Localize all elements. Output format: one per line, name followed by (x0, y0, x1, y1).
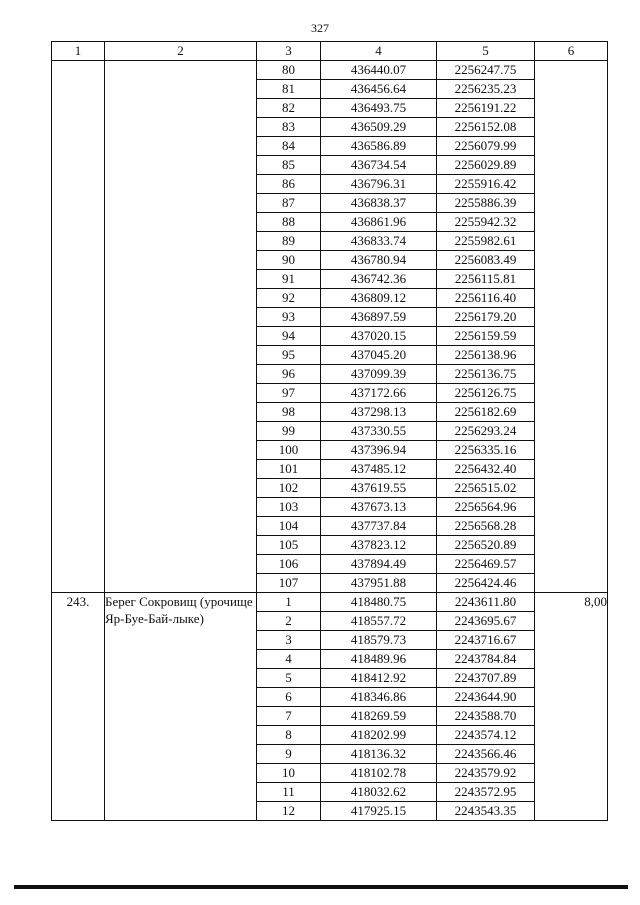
x-coordinate-cell: 437172.66 (321, 384, 437, 403)
coordinates-table (51, 41, 608, 821)
x-coordinate-cell: 437823.12 (321, 536, 437, 555)
point-number-cell: 93 (257, 308, 321, 327)
point-number-cell: 2 (257, 612, 321, 631)
y-coordinate-cell: 2243572.95 (437, 783, 535, 802)
point-number-cell: 88 (257, 213, 321, 232)
point-number-cell: 107 (257, 574, 321, 593)
y-coordinate-cell: 2256247.75 (437, 61, 535, 80)
point-number-cell: 86 (257, 175, 321, 194)
y-coordinate-cell: 2256115.81 (437, 270, 535, 289)
y-coordinate-cell: 2256079.99 (437, 137, 535, 156)
point-number-cell: 91 (257, 270, 321, 289)
table-row (52, 61, 608, 80)
point-number-cell: 105 (257, 536, 321, 555)
point-number-cell: 103 (257, 498, 321, 517)
point-number-cell: 1 (257, 593, 321, 612)
x-coordinate-cell: 436440.07 (321, 61, 437, 80)
x-coordinate-cell: 436809.12 (321, 289, 437, 308)
point-number-cell: 97 (257, 384, 321, 403)
y-coordinate-cell: 2255982.61 (437, 232, 535, 251)
x-coordinate-cell: 437045.20 (321, 346, 437, 365)
point-number-cell: 90 (257, 251, 321, 270)
y-coordinate-cell: 2255886.39 (437, 194, 535, 213)
y-coordinate-cell: 2256116.40 (437, 289, 535, 308)
point-number-cell: 104 (257, 517, 321, 536)
x-coordinate-cell: 437737.84 (321, 517, 437, 536)
object-name-cell: Берег Сокровищ (урочище Яр-Буе-Бай-лыке) (105, 593, 257, 821)
y-coordinate-cell: 2256432.40 (437, 460, 535, 479)
column-header: 1 (52, 42, 105, 61)
y-coordinate-cell: 2256564.96 (437, 498, 535, 517)
point-number-cell: 87 (257, 194, 321, 213)
point-number-cell: 8 (257, 726, 321, 745)
x-coordinate-cell: 437485.12 (321, 460, 437, 479)
y-coordinate-cell: 2256520.89 (437, 536, 535, 555)
x-coordinate-cell: 418136.32 (321, 745, 437, 764)
x-coordinate-cell: 418346.86 (321, 688, 437, 707)
y-coordinate-cell: 2256083.49 (437, 251, 535, 270)
x-coordinate-cell: 436833.74 (321, 232, 437, 251)
y-coordinate-cell: 2243695.67 (437, 612, 535, 631)
point-number-cell: 3 (257, 631, 321, 650)
point-number-cell: 5 (257, 669, 321, 688)
point-number-cell: 82 (257, 99, 321, 118)
y-coordinate-cell: 2243784.84 (437, 650, 535, 669)
x-coordinate-cell: 436586.89 (321, 137, 437, 156)
point-number-cell: 9 (257, 745, 321, 764)
point-number-cell: 6 (257, 688, 321, 707)
y-coordinate-cell: 2256515.02 (437, 479, 535, 498)
x-coordinate-cell: 437099.39 (321, 365, 437, 384)
point-number-cell: 84 (257, 137, 321, 156)
y-coordinate-cell: 2243611.80 (437, 593, 535, 612)
y-coordinate-cell: 2256029.89 (437, 156, 535, 175)
point-number-cell: 89 (257, 232, 321, 251)
point-number-cell: 81 (257, 80, 321, 99)
x-coordinate-cell: 436897.59 (321, 308, 437, 327)
point-number-cell: 99 (257, 422, 321, 441)
y-coordinate-cell: 2256152.08 (437, 118, 535, 137)
y-coordinate-cell: 2256424.46 (437, 574, 535, 593)
area-cell (535, 61, 608, 593)
x-coordinate-cell: 436796.31 (321, 175, 437, 194)
point-number-cell: 94 (257, 327, 321, 346)
column-header: 6 (535, 42, 608, 61)
x-coordinate-cell: 437619.55 (321, 479, 437, 498)
point-number-cell: 102 (257, 479, 321, 498)
y-coordinate-cell: 2256179.20 (437, 308, 535, 327)
y-coordinate-cell: 2256126.75 (437, 384, 535, 403)
bottom-rule (14, 885, 628, 889)
y-coordinate-cell: 2255942.32 (437, 213, 535, 232)
y-coordinate-cell: 2243716.67 (437, 631, 535, 650)
point-number-cell: 12 (257, 802, 321, 821)
y-coordinate-cell: 2243588.70 (437, 707, 535, 726)
x-coordinate-cell: 418480.75 (321, 593, 437, 612)
x-coordinate-cell: 436509.29 (321, 118, 437, 137)
page-number: 327 (311, 21, 329, 35)
x-coordinate-cell: 437894.49 (321, 555, 437, 574)
point-number-cell: 11 (257, 783, 321, 802)
x-coordinate-cell: 436861.96 (321, 213, 437, 232)
point-number-cell: 98 (257, 403, 321, 422)
point-number-cell: 100 (257, 441, 321, 460)
table-row (52, 593, 608, 612)
x-coordinate-cell: 418489.96 (321, 650, 437, 669)
point-number-cell: 92 (257, 289, 321, 308)
x-coordinate-cell: 418202.99 (321, 726, 437, 745)
y-coordinate-cell: 2256191.22 (437, 99, 535, 118)
y-coordinate-cell: 2256293.24 (437, 422, 535, 441)
x-coordinate-cell: 436742.36 (321, 270, 437, 289)
area-cell: 8,00 (535, 593, 608, 821)
x-coordinate-cell: 437673.13 (321, 498, 437, 517)
y-coordinate-cell: 2243574.12 (437, 726, 535, 745)
x-coordinate-cell: 418269.59 (321, 707, 437, 726)
column-header: 3 (257, 42, 321, 61)
column-header: 5 (437, 42, 535, 61)
y-coordinate-cell: 2243543.35 (437, 802, 535, 821)
y-coordinate-cell: 2256568.28 (437, 517, 535, 536)
x-coordinate-cell: 437951.88 (321, 574, 437, 593)
x-coordinate-cell: 437020.15 (321, 327, 437, 346)
y-coordinate-cell: 2243566.46 (437, 745, 535, 764)
column-header: 4 (321, 42, 437, 61)
x-coordinate-cell: 437396.94 (321, 441, 437, 460)
x-coordinate-cell: 418412.92 (321, 669, 437, 688)
y-coordinate-cell: 2256136.75 (437, 365, 535, 384)
point-number-cell: 10 (257, 764, 321, 783)
x-coordinate-cell: 418579.73 (321, 631, 437, 650)
y-coordinate-cell: 2256138.96 (437, 346, 535, 365)
object-number-cell (52, 61, 105, 593)
y-coordinate-cell: 2243644.90 (437, 688, 535, 707)
x-coordinate-cell: 418557.72 (321, 612, 437, 631)
x-coordinate-cell: 437330.55 (321, 422, 437, 441)
point-number-cell: 106 (257, 555, 321, 574)
y-coordinate-cell: 2256159.59 (437, 327, 535, 346)
x-coordinate-cell: 436780.94 (321, 251, 437, 270)
x-coordinate-cell: 436493.75 (321, 99, 437, 118)
point-number-cell: 7 (257, 707, 321, 726)
point-number-cell: 85 (257, 156, 321, 175)
x-coordinate-cell: 417925.15 (321, 802, 437, 821)
point-number-cell: 101 (257, 460, 321, 479)
object-name-cell (105, 61, 257, 593)
point-number-cell: 96 (257, 365, 321, 384)
x-coordinate-cell: 436734.54 (321, 156, 437, 175)
x-coordinate-cell: 437298.13 (321, 403, 437, 422)
point-number-cell: 4 (257, 650, 321, 669)
y-coordinate-cell: 2256235.23 (437, 80, 535, 99)
y-coordinate-cell: 2256335.16 (437, 441, 535, 460)
x-coordinate-cell: 436456.64 (321, 80, 437, 99)
y-coordinate-cell: 2243579.92 (437, 764, 535, 783)
table-body (52, 61, 608, 821)
y-coordinate-cell: 2243707.89 (437, 669, 535, 688)
y-coordinate-cell: 2256182.69 (437, 403, 535, 422)
x-coordinate-cell: 418032.62 (321, 783, 437, 802)
header-row (52, 42, 608, 61)
column-header: 2 (105, 42, 257, 61)
x-coordinate-cell: 436838.37 (321, 194, 437, 213)
point-number-cell: 80 (257, 61, 321, 80)
point-number-cell: 95 (257, 346, 321, 365)
x-coordinate-cell: 418102.78 (321, 764, 437, 783)
point-number-cell: 83 (257, 118, 321, 137)
object-number-cell: 243. (52, 593, 105, 821)
y-coordinate-cell: 2255916.42 (437, 175, 535, 194)
y-coordinate-cell: 2256469.57 (437, 555, 535, 574)
